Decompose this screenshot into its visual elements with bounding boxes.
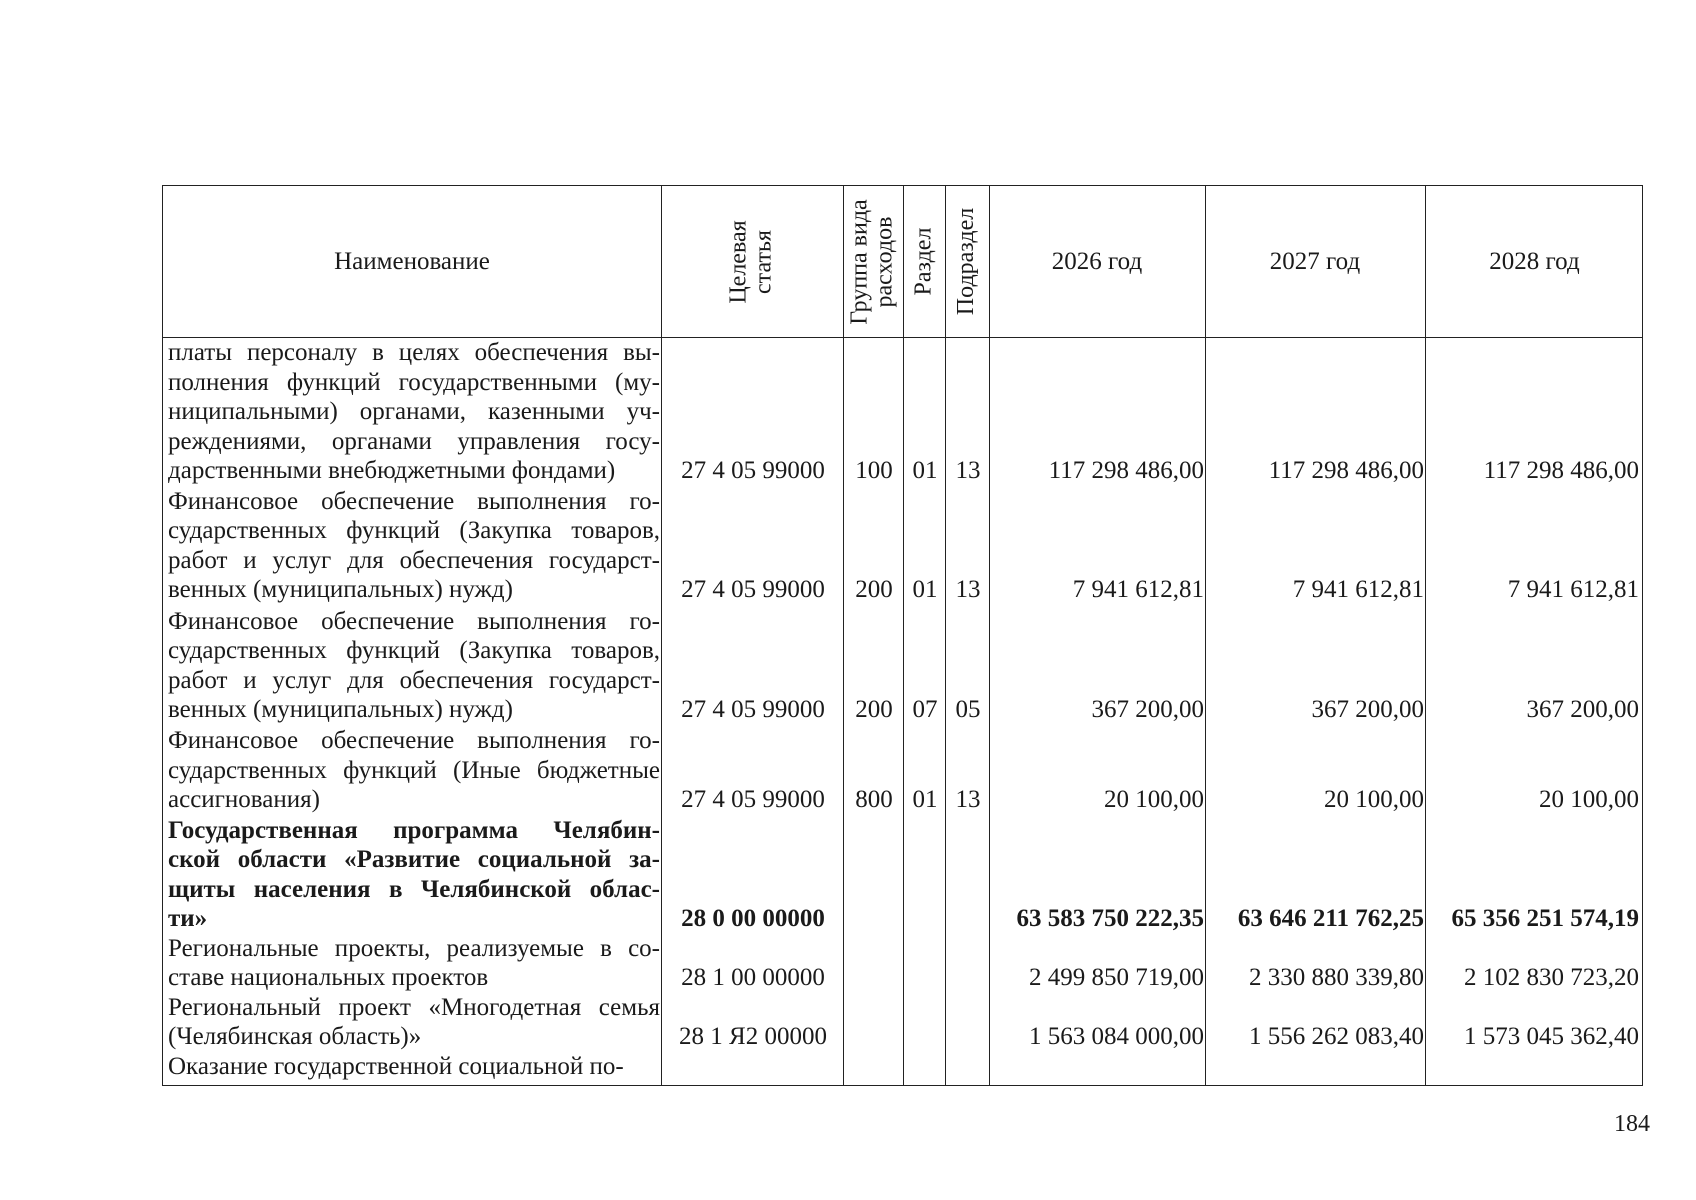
row-name-line: работ и услуг для обеспечения государст- (168, 546, 660, 574)
row-expense-group: 200 (855, 696, 893, 723)
row-amount-2028: 7 941 612,81 (1507, 576, 1639, 603)
row-name-line: Финансовое обеспечение выполнения го- (168, 607, 660, 635)
row-name-line: Финансовое обеспечение выполнения го- (168, 487, 660, 515)
row-name (168, 1052, 660, 1082)
row-section: 01 (912, 457, 938, 484)
table-row (163, 605, 1644, 725)
row-target-article: 28 1 00 00000 (681, 964, 825, 991)
table-row (163, 486, 1644, 605)
row-amount-2028: 1 573 045 362,40 (1464, 1023, 1639, 1050)
row-section: 01 (912, 576, 938, 603)
header-subsection (945, 186, 989, 337)
table-row (163, 1052, 1644, 1084)
row-name (168, 726, 660, 815)
header-year-2026-label: 2026 год (1051, 247, 1143, 275)
row-amount-2026: 1 563 084 000,00 (1029, 1023, 1204, 1050)
row-name-line: ассигнования) (168, 786, 320, 814)
header-year-2027 (1205, 186, 1425, 337)
row-amount-2027: 117 298 486,00 (1268, 457, 1424, 484)
header-name (163, 186, 661, 337)
row-name-line: сударственных функций (Иные бюджетные (168, 756, 660, 784)
row-amount-2026: 367 200,00 (1091, 696, 1204, 723)
table-row (163, 725, 1644, 815)
row-subsection: 13 (955, 576, 981, 603)
row-name-line: сударственных функций (Закупка товаров, (168, 517, 660, 545)
row-name-line: Оказание государственной социальной по- (168, 1053, 624, 1080)
header-group-line2: расходов (872, 216, 898, 307)
row-target-article: 27 4 05 99000 (681, 457, 825, 484)
row-expense-group: 200 (855, 576, 893, 603)
budget-table (162, 185, 1643, 1086)
row-name (168, 934, 660, 993)
row-name-line: полнения функций государственными (му- (168, 368, 660, 396)
row-amount-2028: 65 356 251 574,19 (1451, 905, 1639, 932)
row-name (168, 816, 660, 934)
row-name-line: щиты населения в Челябинской облас- (168, 875, 660, 903)
row-name-line: Региональные проекты, реализуемые в со- (168, 934, 660, 962)
row-amount-2027: 63 646 211 762,25 (1237, 905, 1424, 932)
row-name-line: сударственных функций (Закупка товаров, (168, 637, 660, 665)
row-name (168, 607, 660, 725)
header-year-2028 (1425, 186, 1644, 337)
row-name (168, 338, 660, 486)
row-name (168, 487, 660, 605)
row-section: 07 (912, 696, 938, 723)
row-name-line: работ и услуг для обеспечения государст- (168, 666, 660, 694)
row-amount-2028: 20 100,00 (1539, 786, 1639, 813)
header-expense-group (843, 186, 903, 337)
header-year-2027-label: 2027 год (1269, 247, 1361, 275)
row-amount-2027: 1 556 262 083,40 (1249, 1023, 1424, 1050)
header-group-line1: Группа вида (847, 198, 873, 325)
row-subsection: 05 (955, 696, 981, 723)
row-name-line: венных (муниципальных) нужд) (168, 576, 513, 604)
row-expense-group: 100 (855, 457, 893, 484)
row-amount-2026: 63 583 750 222,35 (1016, 905, 1204, 932)
row-target-article: 27 4 05 99000 (681, 576, 825, 603)
row-name-line: реждениями, органами управления госу- (168, 427, 660, 455)
row-name-line: дарственными внебюджетными фондами) (168, 457, 616, 485)
row-expense-group: 800 (855, 786, 893, 813)
row-amount-2026: 117 298 486,00 (1048, 457, 1204, 484)
header-target-line2: статья (750, 229, 777, 294)
row-amount-2026: 2 499 850 719,00 (1029, 964, 1204, 991)
row-name-line: Государственная программа Челябин- (168, 816, 660, 844)
row-target-article: 28 1 Я2 00000 (679, 1023, 827, 1050)
row-target-article: 28 0 00 00000 (681, 905, 825, 932)
row-target-article: 27 4 05 99000 (681, 786, 825, 813)
row-name-line: ниципальными) органами, казенными уч- (168, 398, 660, 426)
table-row (163, 815, 1644, 934)
header-year-2026 (989, 186, 1205, 337)
row-name-line: ти» (168, 905, 208, 933)
row-amount-2027: 20 100,00 (1324, 786, 1424, 813)
row-name-line: Финансовое обеспечение выполнения го- (168, 727, 660, 755)
row-amount-2026: 7 941 612,81 (1072, 576, 1204, 603)
header-expense-group-label (848, 199, 898, 324)
page-number: 184 (1614, 1111, 1650, 1137)
row-name (168, 993, 660, 1052)
row-subsection: 13 (955, 457, 981, 484)
row-name-line: венных (муниципальных) нужд) (168, 696, 513, 724)
row-target-article: 27 4 05 99000 (681, 696, 825, 723)
row-amount-2028: 2 102 830 723,20 (1464, 964, 1639, 991)
row-name-line: Региональный проект «Многодетная семья (168, 993, 660, 1021)
header-section-label: Раздел (910, 227, 937, 296)
row-subsection: 13 (955, 786, 981, 813)
row-amount-2026: 20 100,00 (1104, 786, 1204, 813)
row-amount-2027: 2 330 880 339,80 (1249, 964, 1424, 991)
header-subsection-label: Подраздел (953, 207, 980, 316)
row-name-line: ставе национальных проектов (168, 964, 489, 992)
row-amount-2028: 117 298 486,00 (1483, 457, 1639, 484)
row-amount-2028: 367 200,00 (1526, 696, 1639, 723)
header-section (903, 186, 945, 337)
table-row (163, 993, 1644, 1052)
row-section: 01 (912, 786, 938, 813)
row-name-line: платы персоналу в целях обеспечения вы- (168, 339, 660, 367)
header-target-article-label (727, 220, 777, 303)
row-name-line: ской области «Развитие социальной за- (168, 846, 660, 874)
row-amount-2027: 367 200,00 (1311, 696, 1424, 723)
header-target-line1: Целевая (725, 219, 752, 304)
header-target-article (661, 186, 843, 337)
table-row (163, 934, 1644, 993)
header-name-label: Наименование (334, 247, 490, 275)
row-name-line: (Челябинская область)» (168, 1023, 422, 1051)
row-amount-2027: 7 941 612,81 (1292, 576, 1424, 603)
table-row (163, 338, 1644, 486)
header-year-2028-label: 2028 год (1489, 247, 1580, 275)
